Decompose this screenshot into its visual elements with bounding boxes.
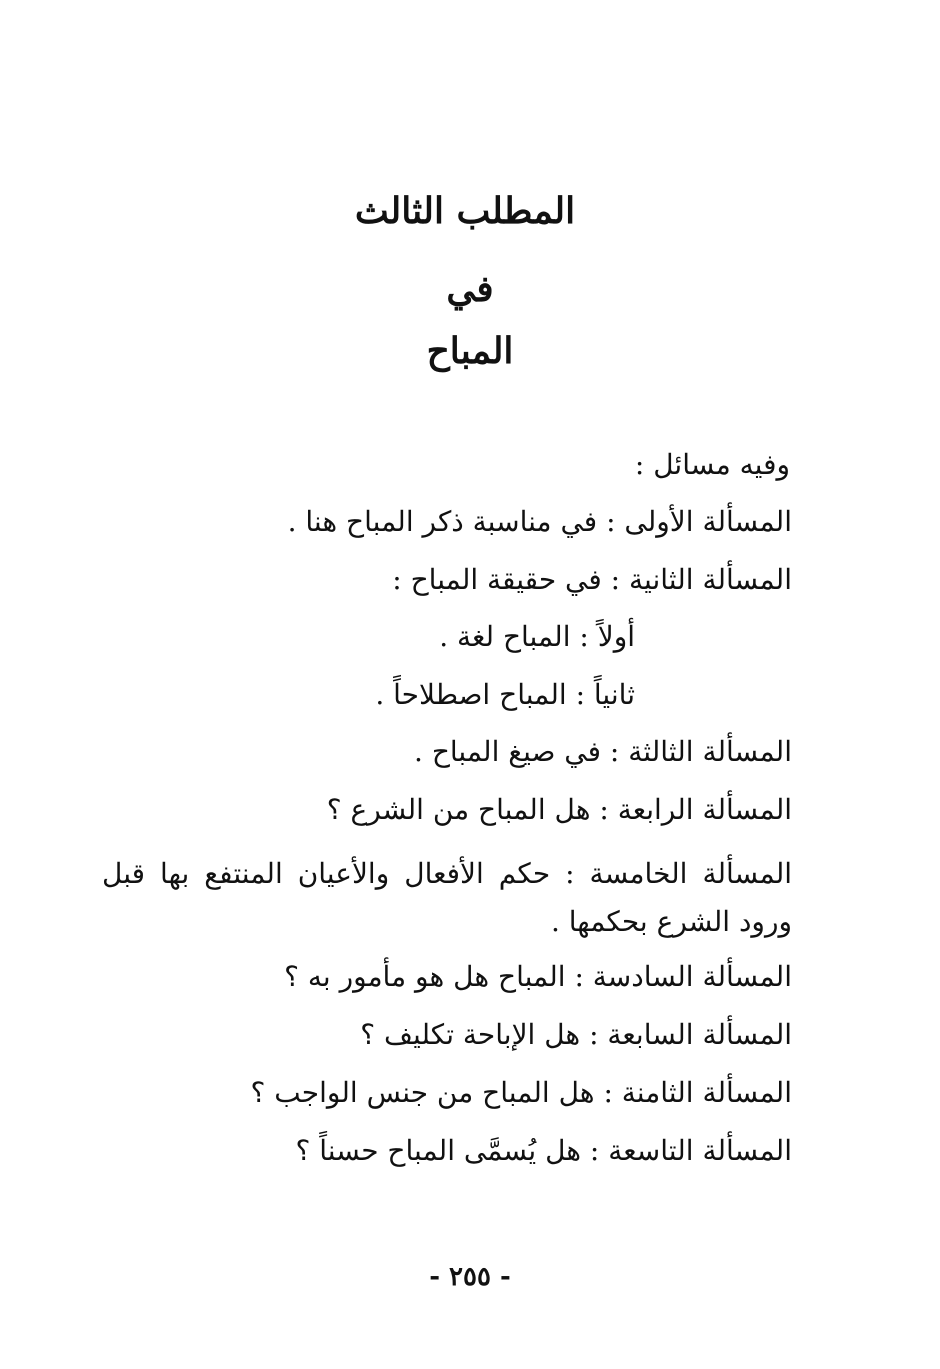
issue-8: المسألة الثامنة : هل المباح من جنس الواجب ؟ xyxy=(250,1076,792,1109)
section-title-preposition: في xyxy=(446,268,494,310)
section-title: المطلب الثالث xyxy=(354,190,576,232)
issue-2-sub-2: ثانياً : المباح اصطلاحاً . xyxy=(375,678,635,711)
issue-3: المسألة الثالثة : في صيغ المباح . xyxy=(414,735,792,768)
issue-9: المسألة التاسعة : هل يُسمَّى المباح حسناً ؟ xyxy=(295,1134,792,1167)
issue-4: المسألة الرابعة : هل المباح من الشرع ؟ xyxy=(326,793,792,826)
page-number: - ٢٥٥ - xyxy=(429,1262,511,1292)
section-title-subject: المباح xyxy=(426,330,514,372)
issue-5: المسألة الخامسة : حكم الأفعال والأعيان المنتفع بها قبل ورود الشرع بحكمها . xyxy=(102,857,792,938)
issue-6: المسألة السادسة : المباح هل هو مأمور به ؟ xyxy=(284,960,792,993)
issue-1: المسألة الأولى : في مناسبة ذكر المباح هنا . xyxy=(287,505,792,538)
issue-2: المسألة الثانية : في حقيقة المباح : xyxy=(392,563,792,596)
intro-line: وفيه مسائل : xyxy=(634,448,790,481)
issue-7: المسألة السابعة : هل الإباحة تكليف ؟ xyxy=(360,1018,792,1051)
issue-2-sub-1: أولاً : المباح لغة . xyxy=(439,620,635,653)
